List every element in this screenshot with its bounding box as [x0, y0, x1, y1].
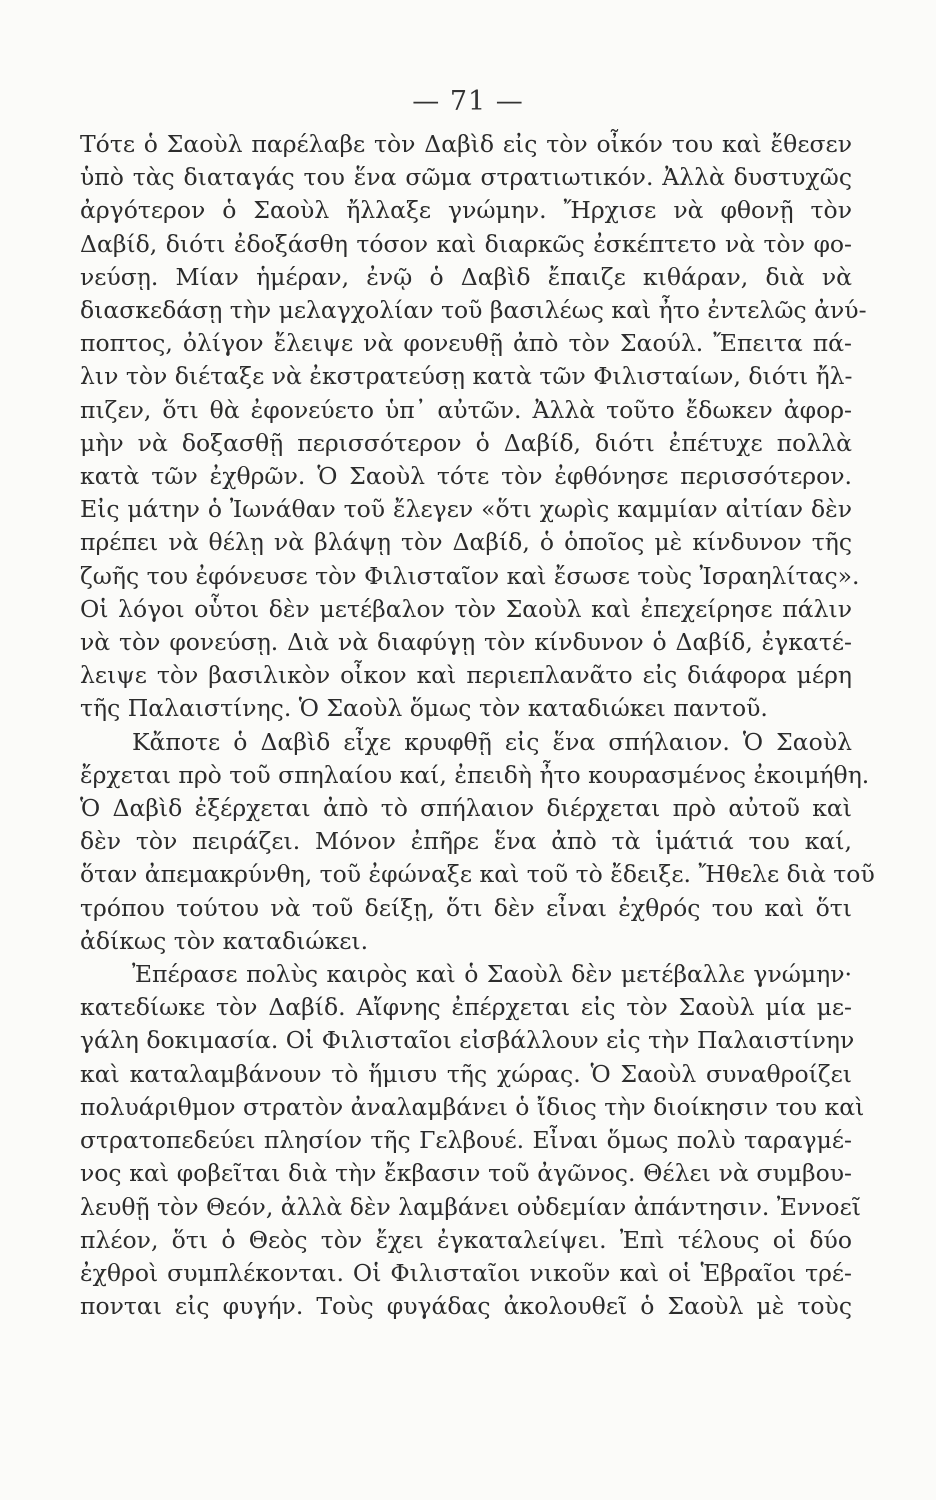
paragraph-3 [80, 958, 865, 1323]
paragraph-1 [80, 128, 867, 726]
text-line: ποπτος, ὀλίγον ἔλειψε νὰ φονευθῇ ἀπὸ τὸν Σαούλ. Ἔπειτα πά- [80, 329, 852, 358]
text-line: λιν τὸν διέταξε νὰ ἐκστρατεύσῃ κατὰ τῶν Φιλισταίων, διότι ἤλ- [80, 362, 853, 391]
text-line: ἐχθροὶ συμπλέκονται. Οἱ Φιλισταῖοι νικοῦν καὶ οἱ Ἑβραῖοι τρέ- [80, 1258, 852, 1287]
text-line: κατὰ τῶν ἐχθρῶν. Ὁ Σαοὺλ τότε τὸν ἐφθόνησε περισσότερον. [80, 462, 852, 491]
paragraph-2 [80, 726, 875, 958]
text-line: Κἄποτε ὁ Δαβὶδ εἶχε κρυφθῇ εἰς ἕνα σπήλαιον. Ὁ Σαοὺλ [132, 727, 852, 756]
text-line: δὲν τὸν πειράζει. Μόνον ἐπῆρε ἕνα ἀπὸ τὰ ἱμάτιά του καί, [80, 827, 852, 856]
text-line: πονται εἰς φυγήν. Τοὺς φυγάδας ἀκολουθεῖ ὁ Σαοὺλ μὲ τοὺς [80, 1292, 852, 1321]
text-line: στρατοπεδεύει πλησίον τῆς Γελβουέ. Εἶναι ὅμως πολὺ ταραγμέ- [80, 1126, 852, 1155]
text-line: ἀργότερον ὁ Σαοὺλ ἤλλαξε γνώμην. Ἤρχισε νὰ φθονῇ τὸν [80, 196, 852, 225]
text-line: λευθῇ τὸν Θεόν, ἀλλὰ δὲν λαμβάνει οὐδεμίαν ἀπάντησιν. Ἐννοεῖ [80, 1192, 861, 1221]
text-line: Δαβίδ, διότι ἐδοξάσθη τόσον καὶ διαρκῶς ἐσκέπτετο νὰ τὸν φο- [80, 229, 852, 258]
text-line: νὰ τὸν φονεύσῃ. Διὰ νὰ διαφύγῃ τὸν κίνδυνον ὁ Δαβίδ, ἐγκατέ- [80, 628, 852, 657]
text-line: τρόπου τούτου νὰ τοῦ δείξῃ, ὅτι δὲν εἶναι ἐχθρός του καὶ ὅτι [80, 893, 852, 922]
text-line: κατεδίωκε τὸν Δαβίδ. Αἴφνης ἐπέρχεται εἰς τὸν Σαοὺλ μία με- [80, 993, 852, 1022]
text-line: γάλη δοκιμασία. Οἱ Φιλισταῖοι εἰσβάλλουν εἰς τὴν Παλαιστίνην [80, 1026, 855, 1055]
text-line: διασκεδάσῃ τὴν μελαγχολίαν τοῦ βασιλέως καὶ ἦτο ἐντελῶς ἀνύ- [80, 296, 867, 325]
text-line: μὴν νὰ δοξασθῇ περισσότερον ὁ Δαβίδ, διότι ἐπέτυχε πολλὰ [80, 428, 852, 457]
text-line: ζωῆς του ἐφόνευσε τὸν Φιλισταῖον καὶ ἔσωσε τοὺς Ἰσραηλίτας». [80, 561, 860, 590]
text-line: ὑπὸ τὰς διαταγάς του ἕνα σῶμα στρατιωτικόν. Ἀλλὰ δυστυχῶς [80, 163, 852, 192]
text-line: νος καὶ φοβεῖται διὰ τὴν ἔκβασιν τοῦ ἀγῶνος. Θέλει νὰ συμβου- [80, 1159, 852, 1188]
text-line: λειψε τὸν βασιλικὸν οἶκον καὶ περιεπλανᾶτο εἰς διάφορα μέρη [80, 661, 852, 690]
text-line: καὶ καταλαμβάνουν τὸ ἥμισυ τῆς χώρας. Ὁ Σαοὺλ συναθροίζει [80, 1059, 852, 1088]
text-line: Εἰς μάτην ὁ Ἰωνάθαν τοῦ ἔλεγεν «ὅτι χωρὶς καμμίαν αἰτίαν δὲν [80, 495, 852, 524]
text-line: ὅταν ἀπεμακρύνθη, τοῦ ἐφώναξε καὶ τοῦ τὸ ἔδειξε. Ἤθελε διὰ τοῦ [80, 860, 875, 889]
text-line: ἀδίκως τὸν καταδιώκει. [80, 926, 369, 955]
text-line: πρέπει νὰ θέλῃ νὰ βλάψῃ τὸν Δαβίδ, ὁ ὁποῖος μὲ κίνδυνον τῆς [80, 528, 852, 557]
text-line: πιζεν, ὅτι θὰ ἐφονεύετο ὑπ᾽ αὐτῶν. Ἀλλὰ τοῦτο ἔδωκεν ἀφορ- [80, 395, 852, 424]
text-line: Ὁ Δαβὶδ ἐξέρχεται ἀπὸ τὸ σπήλαιον διέρχεται πρὸ αὐτοῦ καὶ [80, 794, 852, 823]
text-line: Οἱ λόγοι οὗτοι δὲν μετέβαλον τὸν Σαοὺλ καὶ ἐπεχείρησε πάλιν [80, 594, 852, 623]
text-line: Ἐπέρασε πολὺς καιρὸς καὶ ὁ Σαοὺλ δὲν μετέβαλλε γνώμην· [132, 960, 852, 989]
text-line: νεύσῃ. Μίαν ἡμέραν, ἐνῷ ὁ Δαβὶδ ἔπαιζε κιθάραν, διὰ νὰ [80, 262, 852, 291]
text-line: πολυάριθμον στρατὸν ἀναλαμβάνει ὁ ἴδιος τὴν διοίκησιν του καὶ [80, 1092, 865, 1121]
page-number: — 71 — [412, 86, 524, 117]
text-line: τῆς Παλαιστίνης. Ὁ Σαοὺλ ὅμως τὸν καταδιώκει παντοῦ. [80, 694, 768, 723]
text-line: πλέον, ὅτι ὁ Θεὸς τὸν ἔχει ἐγκαταλείψει. Ἐπὶ τέλους οἱ δύο [80, 1225, 852, 1254]
text-line: Τότε ὁ Σαοὺλ παρέλαβε τὸν Δαβὶδ εἰς τὸν οἶκόν του καὶ ἔθεσεν [80, 130, 852, 158]
body-text [80, 128, 875, 1323]
text-line: ἔρχεται πρὸ τοῦ σπηλαίου καί, ἐπειδὴ ἦτο κουρασμένος ἐκοιμήθη. [80, 760, 870, 789]
